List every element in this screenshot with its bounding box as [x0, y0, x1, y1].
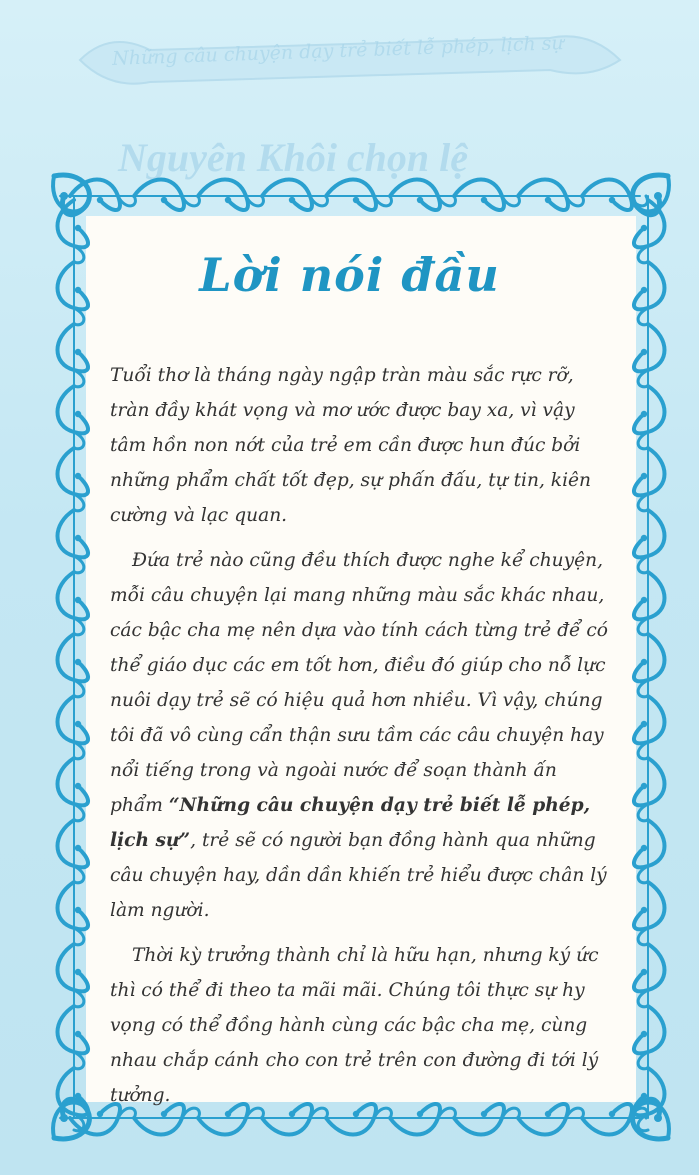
paragraph-1: Tuổi thơ là tháng ngày ngập tràn màu sắc rực rỡ, tràn đầy khát vọng và mơ ước được bay xa, vì vậy tâm hồn non nớt của trẻ em cần được hun đúc bởi những phẩm chất tốt đẹp, sự phấn đấu, tự tin, kiên cường và lạc quan. — [110, 365, 591, 526]
paragraph-2 — [110, 543, 615, 928]
page-title: Lời nói đầu — [199, 248, 500, 302]
ghost-series-title: Những câu chuyện dạy trẻ biết lễ phép, lịch sự — [111, 32, 565, 70]
paragraph-2-tail: , trẻ sẽ có người bạn đồng hành qua những câu chuyện hay, dần dần khiến trẻ hiểu được chân lý làm người. — [110, 830, 607, 921]
ghost-author-credit: Nguyên Khôi chọn lệ — [118, 135, 469, 180]
paragraph-3: Thời kỳ trưởng thành chỉ là hữu hạn, nhưng ký ức thì có thể đi theo ta mãi mãi. Chúng tôi thực sự hy vọng có thể đồng hành cùng các bậc cha mẹ, cùng nhau chắp cánh cho con trẻ trên con đường đi tới lý tưởng. — [110, 945, 599, 1106]
preface-body — [110, 358, 615, 1123]
book-title: “Những câu chuyện dạy trẻ biết lễ phép, lịch sự” — [110, 795, 591, 851]
paragraph-2-text: Đứa trẻ nào cũng đều thích được nghe kể chuyện, mỗi câu chuyện lại mang những màu sắc khác nhau, các bậc cha mẹ nên dựa vào tính cách từng trẻ để có thể giáo dục các em tốt hơn, điều đó giúp cho nỗ lực nuôi dạy trẻ sẽ có hiệu quả hơn nhiều. Vì vậy, chúng tôi đã vô cùng cẩn thận sưu tầm các câu chuyện hay nổi tiếng trong và ngoài nước để soạn thành ấn phẩm — [110, 550, 608, 816]
